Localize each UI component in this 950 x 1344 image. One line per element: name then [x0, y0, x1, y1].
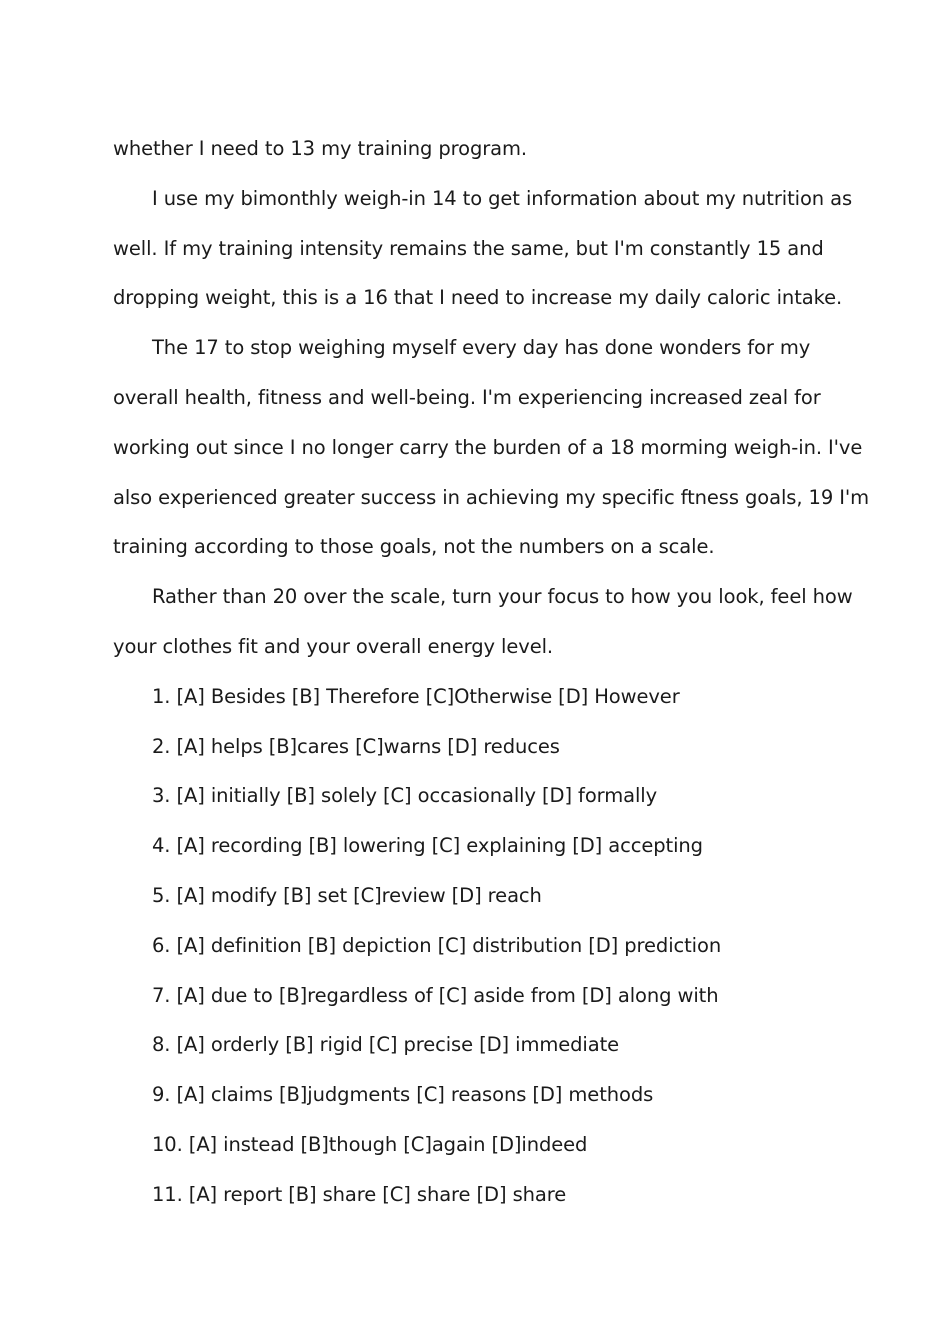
- passage-line: training according to those goals, not the numbers on a scale.: [113, 535, 715, 559]
- passage-line: overall health, fitness and well-being. I'm experiencing increased zeal for: [113, 385, 821, 409]
- question-item: 5. [A] modify [B] set [C]review [D] reach: [152, 883, 542, 907]
- question-item: 7. [A] due to [B]regardless of [C] aside from [D] along with: [152, 983, 719, 1007]
- question-item: 4. [A] recording [B] lowering [C] explaining [D] accepting: [152, 834, 703, 858]
- passage-line: I use my bimonthly weigh-in 14 to get information about my nutrition as: [152, 186, 853, 210]
- question-item: 1. [A] Besides [B] Therefore [C]Otherwise [D] However: [152, 684, 680, 708]
- question-item: 9. [A] claims [B]judgments [C] reasons [D] methods: [152, 1083, 654, 1107]
- question-item: 8. [A] orderly [B] rigid [C] precise [D] immediate: [152, 1033, 620, 1057]
- question-item: 6. [A] definition [B] depiction [C] distribution [D] prediction: [152, 933, 722, 957]
- question-item: 11. [A] report [B] share [C] share [D] share: [152, 1182, 567, 1206]
- passage-line: Rather than 20 over the scale, turn your focus to how you look, feel how: [152, 585, 853, 609]
- document-page: [113, 124, 870, 1220]
- passage-line: well. If my training intensity remains the same, but I'm constantly 15 and: [113, 236, 824, 260]
- passage-line: The 17 to stop weighing myself every day has done wonders for my: [152, 336, 811, 360]
- passage-line: working out since I no longer carry the burden of a 18 morming weigh-in. I've: [113, 435, 863, 459]
- passage-line: dropping weight, this is a 16 that I need to increase my daily caloric intake.: [113, 286, 843, 310]
- passage-line: your clothes fit and your overall energy level.: [113, 634, 554, 658]
- passage-line: whether I need to 13 my training program.: [113, 137, 527, 160]
- question-item: 2. [A] helps [B]cares [C]warns [D] reduces: [152, 734, 560, 758]
- question-item: 10. [A] instead [B]though [C]again [D]indeed: [152, 1132, 588, 1156]
- question-item: 3. [A] initially [B] solely [C] occasionally [D] formally: [152, 784, 658, 808]
- passage-line: also experienced greater success in achieving my specific ftness goals, 19 I'm: [113, 485, 870, 509]
